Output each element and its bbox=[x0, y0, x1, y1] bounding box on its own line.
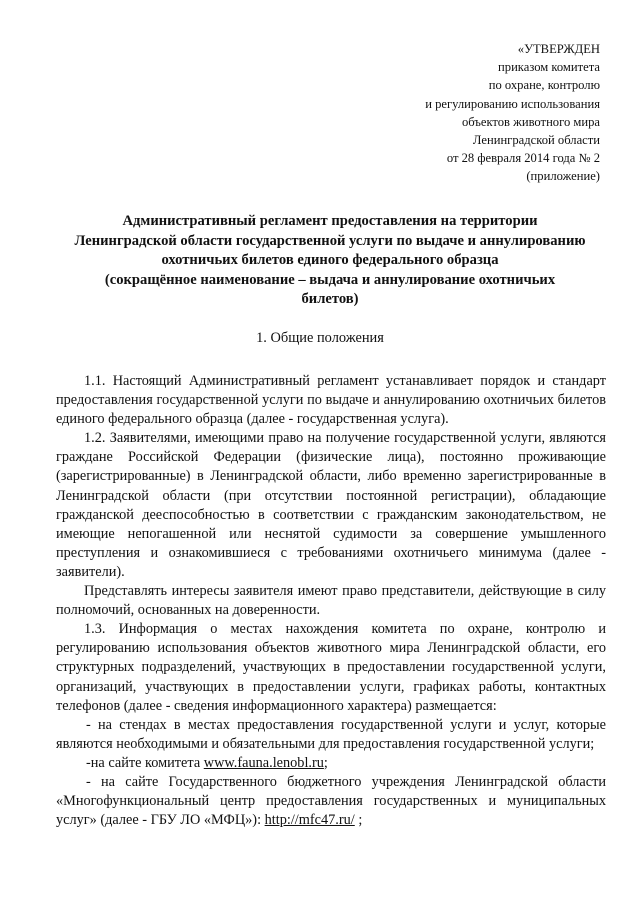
document-body bbox=[56, 372, 606, 830]
section-heading: 1. Общие положения bbox=[256, 330, 384, 346]
approval-line: от 28 февраля 2014 года № 2 bbox=[446, 151, 600, 166]
approval-stamp bbox=[425, 40, 600, 186]
approval-line: приказом комитета bbox=[498, 60, 600, 75]
approval-line: объектов животного мира bbox=[461, 114, 600, 129]
approval-line: «УТВЕРЖДЕН bbox=[517, 42, 600, 56]
paragraph-1-1: 1.1. Настоящий Административный регламент устанавливает порядок и стандарт предоставления государственной услуги по выдаче и аннулированию охотничьих билетов единого федерального образца (далее - государственная услуга). bbox=[56, 373, 606, 428]
mfc-suffix: ; bbox=[354, 812, 363, 829]
approval-line: и регулированию использования bbox=[425, 96, 600, 111]
approval-line: по охране, контролю bbox=[488, 78, 600, 93]
title-line: (сокращённое наименование – выдача и аннулирование охотничьих bbox=[104, 271, 556, 288]
site-prefix: -на сайте комитета bbox=[86, 754, 204, 771]
title-line: охотничьих билетов единого федерального образца bbox=[161, 252, 499, 269]
title-line: билетов) bbox=[301, 291, 359, 308]
mfc-site-link[interactable]: http://mfc47.ru/ bbox=[264, 812, 355, 829]
approval-line: Ленинградской области bbox=[472, 133, 600, 148]
title-line: Административный регламент предоставления на территории bbox=[122, 213, 538, 229]
site-suffix: ; bbox=[323, 754, 328, 771]
document-title bbox=[50, 212, 610, 310]
committee-site-link[interactable]: www.fauna.lenobl.ru bbox=[203, 754, 324, 771]
mfc-text: - на сайте Государственного бюджетного учреждения Ленинградской области «Многофункциональный центр предоставления государственных и муниципальных услуг» (далее - ГБУ ЛО «МФЦ»): bbox=[56, 773, 606, 829]
paragraph-representatives: Представлять интересы заявителя имеют право представители, действующие в силу полномочий, основанных на доверенности. bbox=[56, 583, 606, 619]
list-item-mfc-site bbox=[56, 773, 606, 830]
title-line: Ленинградской области государственной услуги по выдаче и аннулированию bbox=[74, 232, 586, 249]
list-item-stands: - на стендах в местах предоставления государственной услуги и услуг, которые являются необходимыми и обязательными для предоставления государственной услуги; bbox=[56, 716, 606, 752]
paragraph-1-3: 1.3. Информация о местах нахождения комитета по охране, контролю и регулированию использования объектов животного мира Ленинградской области, его структурных подразделений, участвующих в предоставлении государственной услуги, организаций, участвующих в предоставлении услуги, графиках работы, контактных телефонов (далее - сведения информационного характера) размещается: bbox=[56, 621, 606, 714]
approval-line: (приложение) bbox=[526, 169, 600, 184]
paragraph-1-2: 1.2. Заявителями, имеющими право на получение государственной услуги, являются граждане Российской Федерации (физические лица), постоянно проживающие (зарегистрированные) в Ленинградской области, либо временно зарегистрированные в Ленинградской области (при отсутствии постоянной регистрации), обладающие гражданской дееспособностью в соответствии с гражданским законодательством, не имеющие непогашенной или неснятой судимости за совершение умышленного преступления и ознакомившиеся с требованиями охотничьего минимума (далее - заявители). bbox=[56, 430, 606, 580]
list-item-committee-site bbox=[56, 754, 606, 773]
